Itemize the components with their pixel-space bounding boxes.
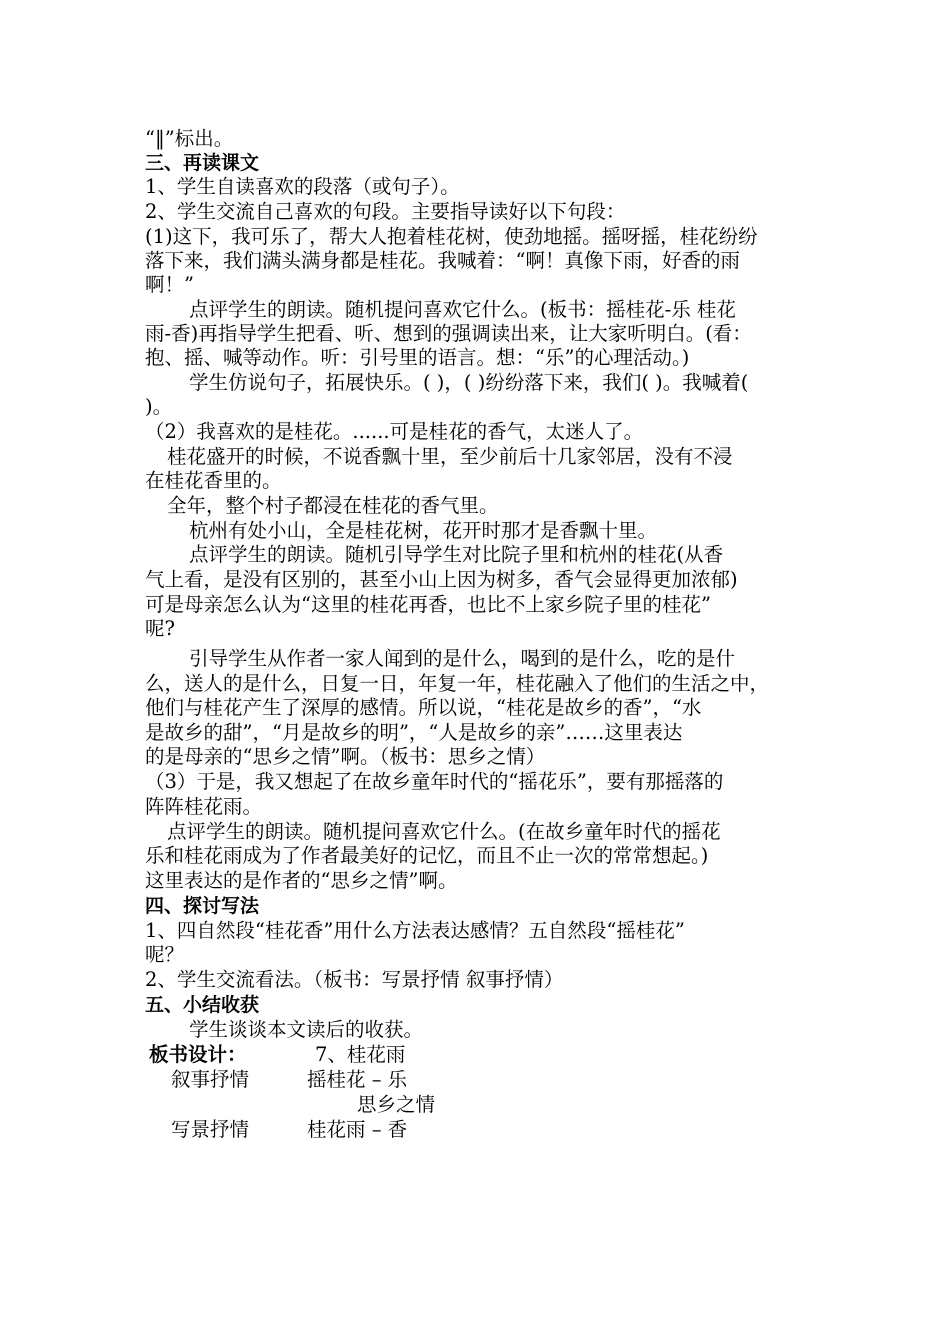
text-line: 2、学生交流看法。（板书：写景抒情 叙事抒情） xyxy=(145,968,564,991)
text-line: 啊！” xyxy=(145,273,194,296)
board-row1-left: 叙事抒情 xyxy=(171,1068,250,1091)
section-heading: 五、小结收获 xyxy=(145,994,260,1016)
board-row1-mid: 摇桂花 – 乐 xyxy=(307,1068,408,1091)
section-heading: 三、再读课文 xyxy=(145,152,260,174)
text-line: “‖”标出。 xyxy=(145,127,234,150)
text-line: 桂花盛开的时候，不说香飘十里，至少前后十几家邻居，没有不浸 xyxy=(167,445,733,468)
text-line: 1、四自然段“桂花香”用什么方法表达感情？五自然段“摇桂花” xyxy=(145,919,685,942)
text-line: 的是母亲的“思乡之情”啊。（板书：思乡之情） xyxy=(145,745,546,768)
text-line: 抱、摇、喊等动作。听：引号里的语言。想：“乐”的心理活动。) xyxy=(145,346,690,369)
text-line: 点评学生的朗读。随机提问喜欢它什么。(在故乡童年时代的摇花 xyxy=(167,820,721,843)
text-line: 在桂花香里的。 xyxy=(145,469,282,492)
text-line: 引导学生从作者一家人闻到的是什么，喝到的是什么，吃的是什 xyxy=(189,647,736,670)
text-line: 学生仿说句子，拓展快乐。( )，( )纷纷落下来，我们( )。我喊着( xyxy=(189,371,749,394)
text-line: 1、学生自读喜欢的段落（或句子）。 xyxy=(145,175,460,198)
text-line: 他们与桂花产生了深厚的感情。所以说，“桂花是故乡的香”，“水 xyxy=(145,696,702,719)
text-line: 呢？ xyxy=(145,943,185,966)
section-heading: 四、探讨写法 xyxy=(145,895,260,917)
text-line: 么，送人的是什么，日复一日，年复一年，桂花融入了他们的生活之中， xyxy=(145,672,770,695)
board-row2-left: 写景抒情 xyxy=(171,1118,250,1141)
text-line: 可是母亲怎么认为“这里的桂花再香，也比不上家乡院子里的桂花” xyxy=(145,593,711,616)
text-line: 乐和桂花雨成为了作者最美好的记忆，而且不止一次的常常想起。) xyxy=(145,844,709,867)
text-line: 点评学生的朗读。随机提问喜欢它什么。(板书：摇桂花-乐 桂花 xyxy=(189,298,736,321)
text-line: (1)这下，我可乐了，帮大人抱着桂花树，使劲地摇。摇呀摇，桂花纷纷 xyxy=(145,225,758,248)
board-title: 7、桂花雨 xyxy=(315,1043,406,1066)
text-line: 学生谈谈本文读后的收获。 xyxy=(189,1018,424,1041)
text-line: 全年，整个村子都浸在桂花的香气里。 xyxy=(167,494,499,517)
text-line: 雨-香)再指导学生把看、听、想到的强调读出来，让大家听明白。(看： xyxy=(145,322,752,345)
text-line: 2、学生交流自己喜欢的句段。主要指导读好以下句段： xyxy=(145,200,626,223)
text-line: 这里表达的是作者的“思乡之情”啊。 xyxy=(145,869,458,892)
text-line: （3）于是，我又想起了在故乡童年时代的“摇花乐”，要有那摇落的 xyxy=(145,770,724,793)
text-line: 气上看，是没有区别的，甚至小山上因为树多，香气会显得更加浓郁) xyxy=(145,568,738,591)
board-design-label: 板书设计： xyxy=(149,1043,247,1066)
text-line: 点评学生的朗读。随机引导学生对比院子里和杭州的桂花(从香 xyxy=(189,543,724,566)
board-row2-mid: 桂花雨 – 香 xyxy=(307,1118,408,1141)
text-line: 阵阵桂花雨。 xyxy=(145,795,263,818)
text-line: 杭州有处小山，全是桂花树，花开时那才是香飘十里。 xyxy=(189,519,658,542)
text-line: 呢? xyxy=(145,617,175,640)
text-line: 落下来，我们满头满身都是桂花。我喊着：“啊！真像下雨，好香的雨 xyxy=(145,249,740,272)
text-line: 是故乡的甜”，“月是故乡的明”，“人是故乡的亲”……这里表达 xyxy=(145,721,683,744)
text-line: )。 xyxy=(145,395,173,418)
board-center: 思乡之情 xyxy=(357,1093,436,1116)
text-line: （2）我喜欢的是桂花。......可是桂花的香气，太迷人了。 xyxy=(145,420,644,443)
